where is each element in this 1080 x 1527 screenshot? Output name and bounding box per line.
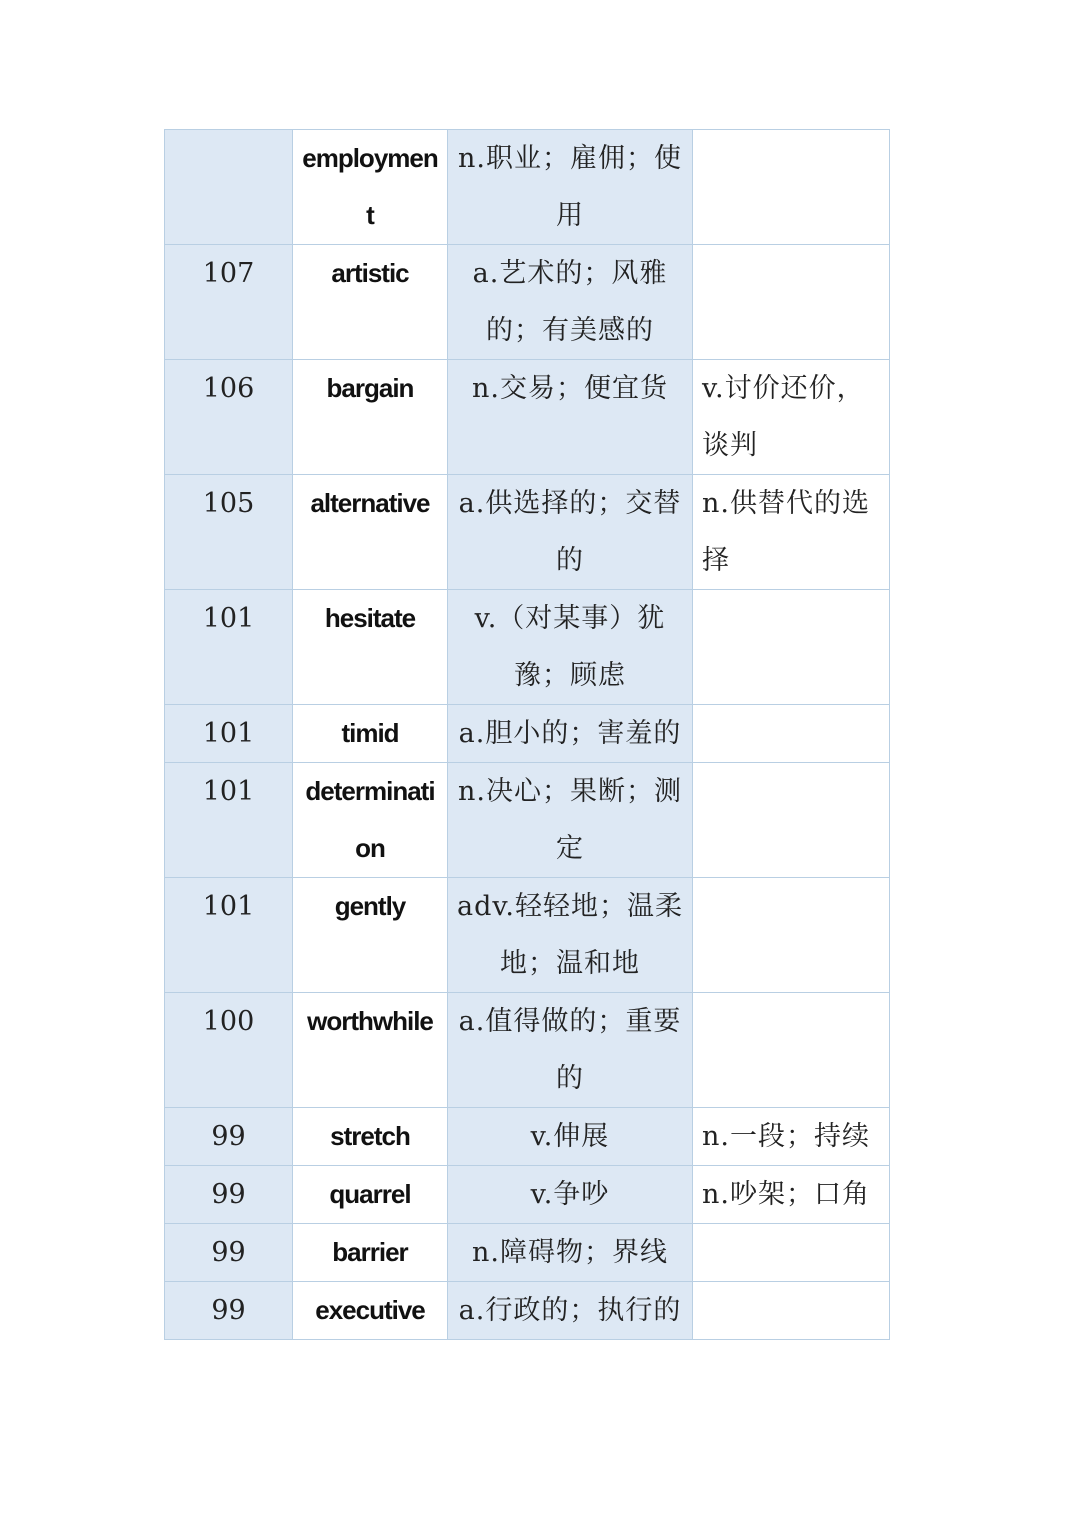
other-meaning-cell [693,763,890,878]
table-row [165,360,890,475]
definition-cell: a.供选择的；交替的 [448,475,693,590]
frequency-cell [165,130,293,245]
frequency-cell: 99 [165,1282,293,1340]
word-cell: alternative [293,475,448,590]
frequency-cell: 101 [165,763,293,878]
table-row [165,245,890,360]
other-meaning-cell [693,1224,890,1282]
definition-cell: n.交易；便宜货 [448,360,693,475]
vocabulary-table [164,129,890,1340]
definition-cell: a.行政的；执行的 [448,1282,693,1340]
definition-cell: a.胆小的；害羞的 [448,705,693,763]
word-cell: determination [293,763,448,878]
frequency-cell: 107 [165,245,293,360]
definition-cell: n.职业；雇佣；使用 [448,130,693,245]
word-cell: artistic [293,245,448,360]
other-meaning-cell: n.一段；持续 [693,1108,890,1166]
word-cell: gently [293,878,448,993]
frequency-cell: 99 [165,1108,293,1166]
word-cell: timid [293,705,448,763]
frequency-cell: 101 [165,878,293,993]
definition-cell: v.（对某事）犹豫；顾虑 [448,590,693,705]
frequency-cell: 105 [165,475,293,590]
frequency-cell: 99 [165,1166,293,1224]
table-row [165,1166,890,1224]
definition-cell: n.决心；果断；测定 [448,763,693,878]
word-cell: stretch [293,1108,448,1166]
frequency-cell: 101 [165,705,293,763]
table-row [165,763,890,878]
definition-cell: a.值得做的；重要的 [448,993,693,1108]
other-meaning-cell [693,1282,890,1340]
frequency-cell: 99 [165,1224,293,1282]
word-cell: hesitate [293,590,448,705]
other-meaning-cell [693,245,890,360]
definition-cell: n.障碍物；界线 [448,1224,693,1282]
other-meaning-cell [693,878,890,993]
other-meaning-cell [693,130,890,245]
table-row [165,590,890,705]
table-row [165,1224,890,1282]
table-row [165,1108,890,1166]
table-row [165,475,890,590]
other-meaning-cell [693,993,890,1108]
table-row [165,878,890,993]
definition-cell: v.争吵 [448,1166,693,1224]
table-row [165,993,890,1108]
other-meaning-cell [693,705,890,763]
frequency-cell: 101 [165,590,293,705]
frequency-cell: 100 [165,993,293,1108]
table-row [165,705,890,763]
word-cell: employment [293,130,448,245]
definition-cell: a.艺术的；风雅的；有美感的 [448,245,693,360]
definition-cell: v.伸展 [448,1108,693,1166]
word-cell: barrier [293,1224,448,1282]
word-cell: executive [293,1282,448,1340]
frequency-cell: 106 [165,360,293,475]
word-cell: worthwhile [293,993,448,1108]
definition-cell: adv.轻轻地；温柔地；温和地 [448,878,693,993]
table-row [165,1282,890,1340]
other-meaning-cell [693,590,890,705]
table-row [165,130,890,245]
other-meaning-cell: n.吵架；口角 [693,1166,890,1224]
other-meaning-cell: v.讨价还价，谈判 [693,360,890,475]
word-cell: bargain [293,360,448,475]
other-meaning-cell: n.供替代的选择 [693,475,890,590]
word-cell: quarrel [293,1166,448,1224]
